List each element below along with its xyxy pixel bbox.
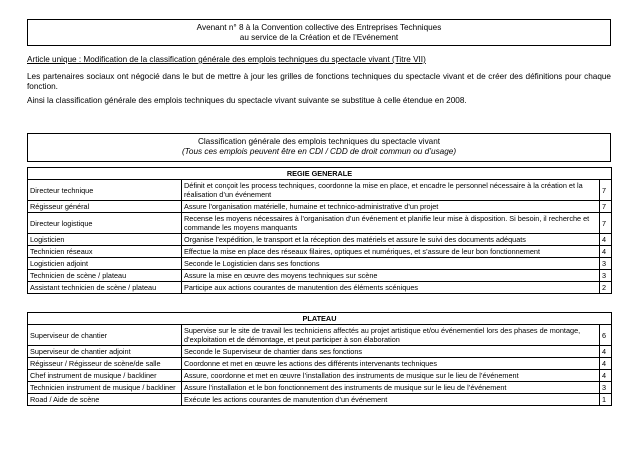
table-row xyxy=(28,258,612,270)
job-level-cell: 3 xyxy=(600,258,612,270)
article-title: Article unique : Modification de la classification générale des emplois techniques du spectacle vivant (Titre VII) xyxy=(27,55,426,64)
table-row xyxy=(28,201,612,213)
job-level-cell: 1 xyxy=(600,394,612,406)
job-level-cell: 4 xyxy=(600,358,612,370)
job-title-cell: Technicien réseaux xyxy=(28,246,182,258)
job-description-cell: Organise l’expédition, le transport et la réception des matériels et assure le suivi des documents adéquats xyxy=(182,234,600,246)
table-heading-row xyxy=(28,313,612,325)
header-line-1: Avenant n° 8 à la Convention collective des Entreprises Techniques xyxy=(196,23,442,32)
job-description-cell: Participe aux actions courantes de manutention des éléments scéniques xyxy=(182,282,600,294)
table-heading-row xyxy=(28,168,612,180)
table-row xyxy=(28,213,612,234)
job-level-cell: 6 xyxy=(600,325,612,346)
job-title-cell: Régisseur / Régisseur de scène/de salle xyxy=(28,358,182,370)
classification-header xyxy=(27,133,611,162)
table-row xyxy=(28,370,612,382)
job-title-cell: Technicien de scène / plateau xyxy=(28,270,182,282)
job-title-cell: Logisticien adjoint xyxy=(28,258,182,270)
regie-generale-body xyxy=(28,180,612,294)
job-title-cell: Superviseur de chantier adjoint xyxy=(28,346,182,358)
classification-subtitle: (Tous ces emplois peuvent être en CDI / CDD de droit commun ou d’usage) xyxy=(181,147,457,156)
job-level-cell: 7 xyxy=(600,213,612,234)
job-level-cell: 7 xyxy=(600,180,612,201)
classification-title: Classification générale des emplois techniques du spectacle vivant xyxy=(197,137,441,146)
job-level-cell: 3 xyxy=(600,382,612,394)
job-title-cell: Chef instrument de musique / backliner xyxy=(28,370,182,382)
job-level-cell: 4 xyxy=(600,346,612,358)
job-title-cell: Logisticien xyxy=(28,234,182,246)
regie-generale-table xyxy=(27,167,612,294)
job-description-cell: Assure l’organisation matérielle, humaine et technico-administrative d’un projet xyxy=(182,201,600,213)
job-level-cell: 7 xyxy=(600,201,612,213)
plateau-body xyxy=(28,325,612,406)
paragraph-1: Les partenaires sociaux ont négocié dans le but de mettre à jour les grilles de fonctions techniques du spectacle vivant et de créer des définitions pour chaque fonction. xyxy=(27,72,611,91)
document-header xyxy=(27,19,611,46)
job-description-cell: Coordonne et met en œuvre les actions des différents intervenants techniques xyxy=(182,358,600,370)
table-row xyxy=(28,180,612,201)
job-title-cell: Technicien instrument de musique / backliner xyxy=(28,382,182,394)
table-row xyxy=(28,234,612,246)
job-level-cell: 4 xyxy=(600,370,612,382)
job-description-cell: Seconde le Logisticien dans ses fonctions xyxy=(182,258,600,270)
job-description-cell: Effectue la mise en place des réseaux filaires, optiques et numériques, et s’assure de leur bon fonctionnement xyxy=(182,246,600,258)
job-title-cell: Superviseur de chantier xyxy=(28,325,182,346)
plateau-table xyxy=(27,312,612,406)
table-row xyxy=(28,382,612,394)
job-level-cell: 4 xyxy=(600,234,612,246)
job-title-cell: Assistant technicien de scène / plateau xyxy=(28,282,182,294)
job-description-cell: Définit et conçoit les process techniques, coordonne la mise en place, et encadre le personnel nécessaire à la création et la réalisation d’un événement xyxy=(182,180,600,201)
regie-generale-heading: REGIE GENERALE xyxy=(28,168,612,180)
job-level-cell: 2 xyxy=(600,282,612,294)
job-description-cell: Supervise sur le site de travail les techniciens affectés au projet artistique et/ou événementiel lors des phases de montage, d’exploitation et de démontage, et peut participer à son élaboration xyxy=(182,325,600,346)
table-row xyxy=(28,270,612,282)
table-row xyxy=(28,282,612,294)
job-description-cell: Recense les moyens nécessaires à l’organisation d’un événement et planifie leur mise à disposition. Si besoin, il recherche et commande les moyens manquants xyxy=(182,213,600,234)
table-row xyxy=(28,358,612,370)
table-row xyxy=(28,246,612,258)
job-title-cell: Road / Aide de scène xyxy=(28,394,182,406)
table-row xyxy=(28,325,612,346)
table-row xyxy=(28,346,612,358)
job-title-cell: Directeur technique xyxy=(28,180,182,201)
job-level-cell: 3 xyxy=(600,270,612,282)
job-description-cell: Exécute les actions courantes de manutention d’un événement xyxy=(182,394,600,406)
job-description-cell: Assure, coordonne et met en œuvre l’installation des instruments de musique sur le lieu de l’événement xyxy=(182,370,600,382)
job-description-cell: Assure l’installation et le bon fonctionnement des instruments de musique sur le lieu de l’événement xyxy=(182,382,600,394)
header-line-2: au service de la Création et de l’Evénement xyxy=(239,33,399,42)
paragraph-2: Ainsi la classification générale des emplois techniques du spectacle vivant suivante se substitue à celle étendue en 2008. xyxy=(27,96,467,105)
job-description-cell: Assure la mise en œuvre des moyens techniques sur scène xyxy=(182,270,600,282)
job-level-cell: 4 xyxy=(600,246,612,258)
table-row xyxy=(28,394,612,406)
plateau-heading: PLATEAU xyxy=(28,313,612,325)
job-title-cell: Directeur logistique xyxy=(28,213,182,234)
job-description-cell: Seconde le Superviseur de chantier dans ses fonctions xyxy=(182,346,600,358)
job-title-cell: Régisseur général xyxy=(28,201,182,213)
